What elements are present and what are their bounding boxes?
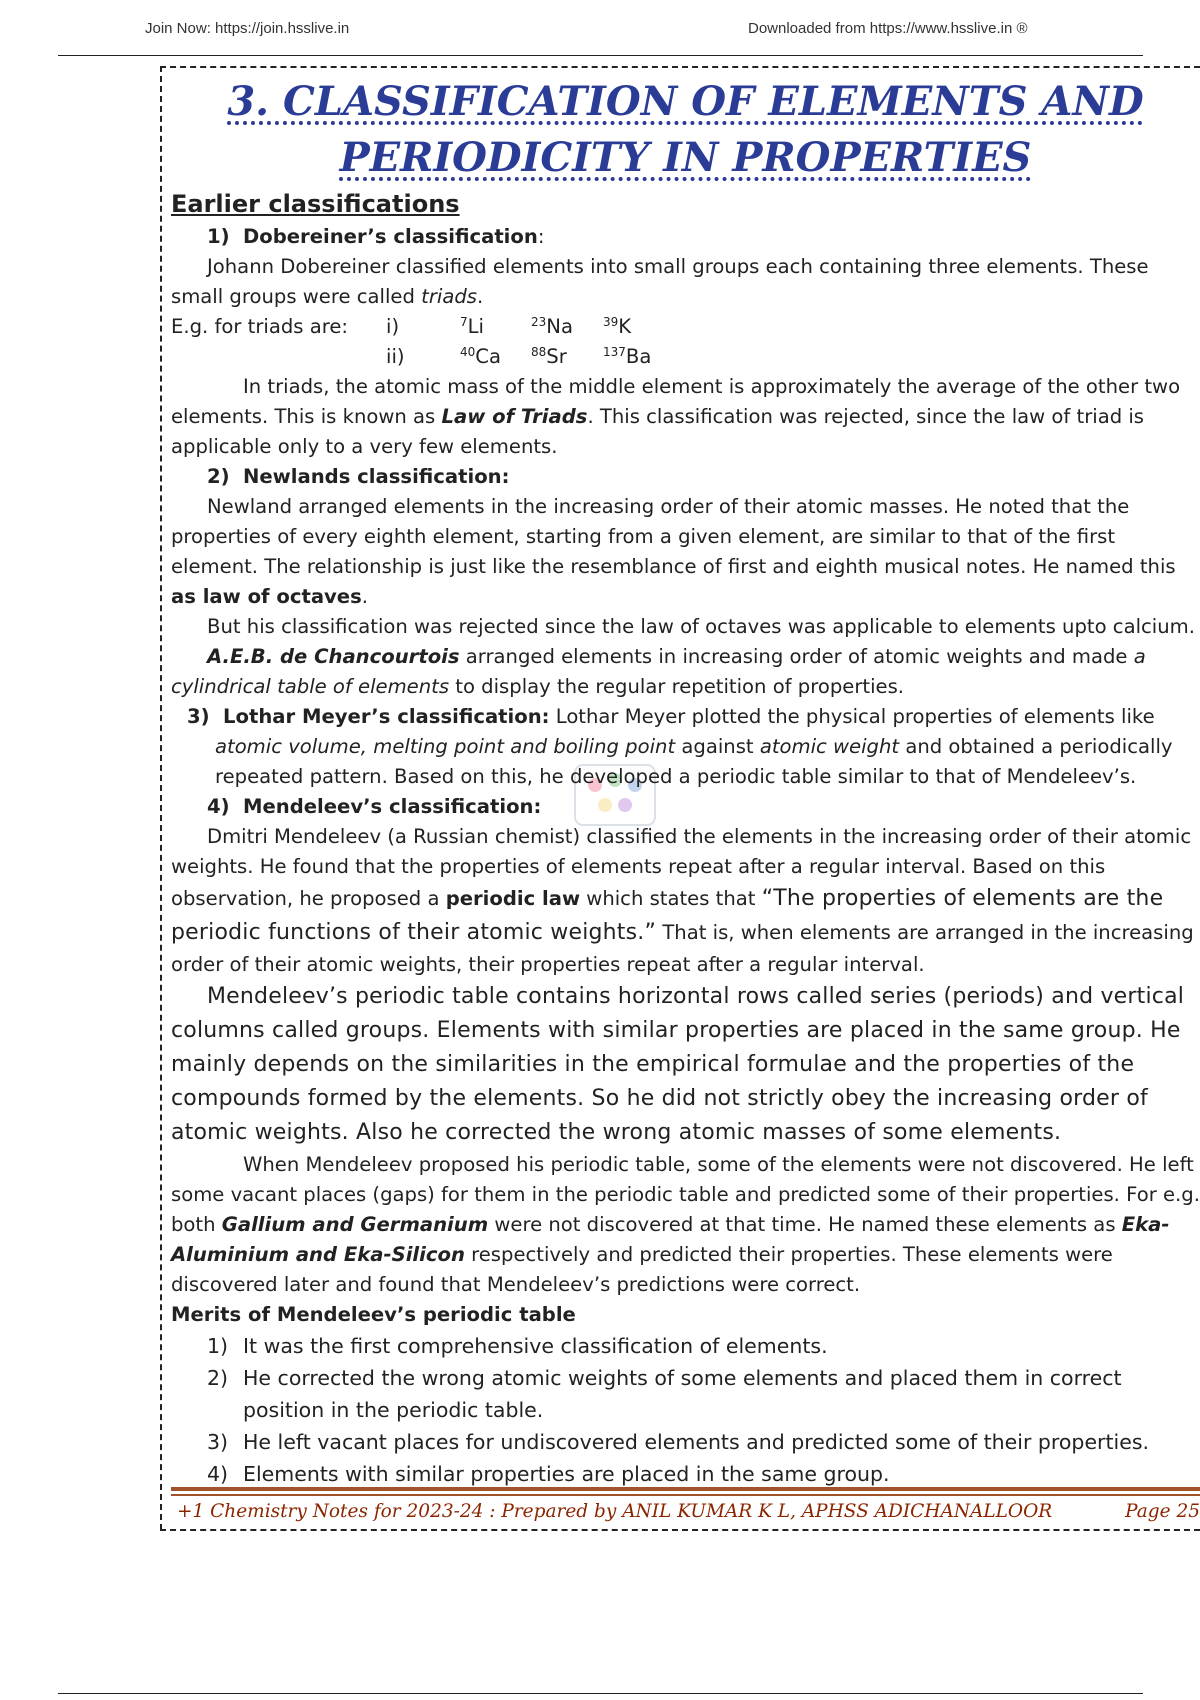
title-line-2: PERIODICITY IN PROPERTIES — [339, 134, 1032, 181]
triad-row-label: ii) — [386, 345, 405, 368]
element-k: $^{39}$K — [603, 315, 632, 338]
list-item: 3) He left vacant places for undiscovered elements and predicted some of their properties. — [207, 1430, 1150, 1454]
page-footer — [171, 1498, 1200, 1528]
element-na: $^{23}$Na — [531, 315, 573, 338]
page-number: Page 25 — [1125, 1501, 1200, 1522]
list-item: 2) He corrected the wrong atomic weights of some elements and placed them in correct position in the periodic table. — [207, 1366, 1122, 1422]
footer-rule-thick — [171, 1487, 1200, 1491]
periodic-law-quote: “The properties of elements are the periodic functions of their atomic weights.” — [171, 886, 1164, 945]
newlands-paragraph: Newland arranged elements in the increasing order of their atomic masses. He noted that the properties of every eighth element, starting from a given element, are similar to that of the first element. The relationship is just like the resemblance of first and eighth musical notes. He named this as law of octaves. — [171, 495, 1176, 608]
mendeleev-paragraph: Dmitri Mendeleev (a Russian chemist) classified the elements in the increasing order of their atomic weights. He found that the properties of elements repeat after a regular interval. Based on this observation, he proposed a periodic law which states that “The properties of elements are the periodic functions of their atomic weights.” That is, when elements are arranged in the increasing order of their atomic weights, their properties repeat after a regular interval. — [171, 825, 1194, 976]
triad-row-label: i) — [386, 315, 400, 338]
heading-number: 2) — [207, 465, 230, 488]
chancourtois-paragraph: A.E.B. de Chancourtois arranged elements in increasing order of atomic weights and made a cylindrical table of elements to display the regular repetition of properties. — [171, 645, 1146, 698]
heading-number: 4) — [207, 795, 230, 818]
newlands-rejected-paragraph: But his classification was rejected since the law of octaves was applicable to elements upto calcium. — [207, 615, 1195, 638]
meyer-paragraph: 3) Lothar Meyer’s classification: Lothar Meyer plotted the physical properties of elements like atomic volume, melting point and boiling point against atomic weight and obtained a periodically repeated pattern. Based on this, he developed a periodic table similar to that of Mendeleev’s. — [171, 702, 1200, 792]
list-item: 1) It was the first comprehensive classification of elements. — [207, 1334, 828, 1358]
dobereiner-period: . — [476, 285, 484, 308]
element-sr: $^{88}$Sr — [531, 345, 567, 368]
heading-number: 1) — [207, 225, 230, 248]
meyer-heading: Lothar Meyer’s classification: — [223, 705, 550, 728]
footer-credit: +1 Chemistry Notes for 2023-24 : Prepared by ANIL KUMAR K L, APHSS ADICHANALLOOR — [177, 1501, 1053, 1522]
heading-text: Dobereiner’s classification — [243, 225, 538, 248]
dobereiner-heading — [171, 222, 1200, 252]
element-ca: $^{40}$Ca — [460, 345, 501, 368]
periodic-table-paragraph: Mendeleev’s periodic table contains horizontal rows called series (periods) and vertical columns called groups. Elements with similar properties are placed in the same group. He mainly depends on the similarities in the empirical formulae and the properties of the compounds formed by the elements. So he did not strictly obey the increasing order of atomic weights. Also he corrected the wrong atomic masses of some elements. — [171, 984, 1185, 1145]
element-li: $^7$Li — [460, 315, 485, 338]
page-frame-bottom — [160, 1529, 1200, 1531]
dobereiner-paragraph — [171, 252, 1200, 312]
header-downloaded-from: Downloaded from https://www.hsslive.in ® — [748, 20, 1028, 37]
newlands-heading — [171, 462, 1200, 492]
title-line-1: 3. CLASSIFICATION OF ELEMENTS AND — [227, 78, 1144, 125]
header-join-link[interactable]: Join Now: https://join.hsslive.in — [145, 20, 350, 37]
eg-label: E.g. for triads are: — [171, 315, 349, 338]
element-ba: $^{137}$Ba — [603, 345, 652, 368]
gaps-paragraph: When Mendeleev proposed his periodic table, some of the elements were not discovered. He left some vacant places (gaps) for them in the periodic table and predicted some of their properties. For e.g. both Gallium and Germanium were not discovered at that time. He named these elements as Eka-Aluminium and Eka-Silicon respectively and predicted their properties. These elements were discovered later and found that Mendeleev’s predictions were correct. — [171, 1153, 1200, 1296]
page-title — [171, 74, 1200, 186]
heading-text: Mendeleev’s classification: — [243, 795, 542, 818]
triad-row-2 — [171, 342, 1200, 372]
list-item: 4) Elements with similar properties are placed in the same group. — [207, 1462, 890, 1486]
law-of-octaves-term: as law of octaves — [171, 585, 362, 608]
heading-colon: : — [537, 225, 545, 248]
mendeleev-heading — [171, 792, 1200, 822]
footer-rule-thin — [171, 1494, 1200, 1496]
law-of-triads-paragraph: In triads, the atomic mass of the middle element is approximately the average of the other two elements. This is known as Law of Triads. This classification was rejected, since the law of triad is applicable only to a very few elements. — [171, 375, 1181, 458]
triads-word: triads — [421, 285, 477, 308]
dobereiner-text: Johann Dobereiner classified elements into small groups each containing three elements. These small groups were called — [171, 255, 1149, 308]
page-content — [171, 74, 1200, 1490]
header-rule — [58, 55, 1143, 56]
chancourtois-name: A.E.B. de Chancourtois — [207, 645, 460, 668]
merits-heading: Merits of Mendeleev’s periodic table — [171, 1303, 576, 1326]
merits-list — [171, 1330, 1200, 1490]
heading-text: Newlands classification: — [243, 465, 510, 488]
bottom-rule — [58, 1693, 1143, 1694]
gallium-germanium-term: Gallium and Germanium — [221, 1213, 489, 1236]
section-heading-earlier: Earlier classifications — [171, 190, 460, 218]
triad-row-1 — [171, 312, 1200, 342]
heading-number: 3) — [187, 705, 210, 728]
law-of-triads-term: Law of Triads — [441, 405, 588, 428]
periodic-law-term: periodic law — [445, 887, 581, 910]
eka-elements-term: Eka-Aluminium and Eka-Silicon — [171, 1213, 1170, 1266]
